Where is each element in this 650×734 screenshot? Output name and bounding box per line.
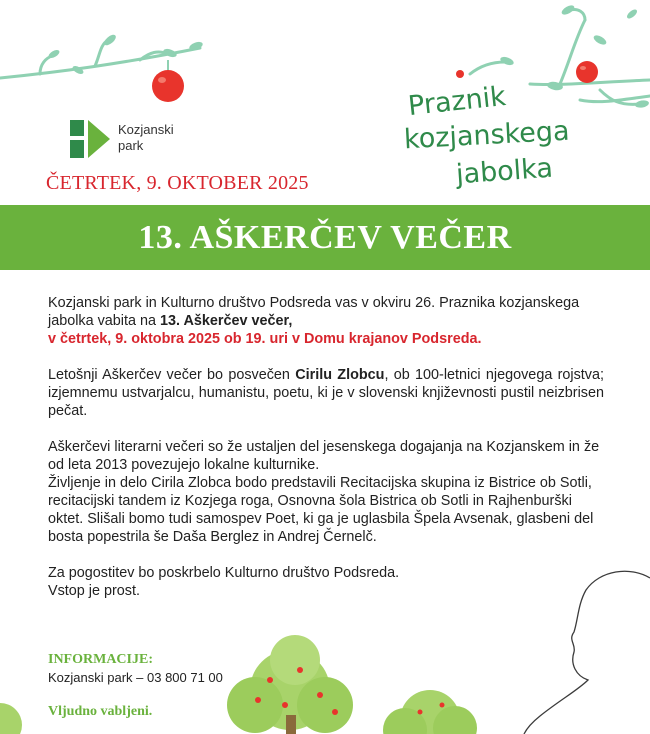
- dedication-paragraph: [48, 366, 604, 420]
- hospitality-paragraph: [48, 564, 604, 600]
- closing-text: Vljudno vabljeni.: [48, 704, 153, 719]
- hospitality-line-1: Za pogostitev bo poskrbelo Kulturno društvo Podsreda.: [48, 565, 400, 581]
- hospitality-line-2: Vstop je prost.: [48, 583, 140, 599]
- info-contact: Kozjanski park – 03 800 71 00: [48, 670, 223, 685]
- apple-top-right-icon: [456, 61, 598, 83]
- dedication-text-1: Letošnji Aškerčev večer bo posvečen: [48, 367, 296, 383]
- kozjanski-park-logo-icon: [70, 120, 110, 158]
- festival-title: [396, 80, 626, 204]
- intro-date-place: v četrtek, 9. oktobra 2025 ob 19. uri v Domu krajanov Podsreda.: [48, 331, 482, 347]
- program-line-2: Življenje in delo Cirila Zlobca bodo predstavili Recitacijska skupina iz Bistrice ob Sotli, recitacijski tandem iz Kozjega roga, Osnovna šola Bistrica ob Sotli in Rajhenburški oktet. Slišali bomo tudi samospev Poet, ki ga je uglasbila Špela Avsenak, glasbeni del bosta popestrila še Daša Berglez in Andrej Černelč.: [48, 475, 594, 545]
- festival-line-3: jabolka: [455, 152, 554, 191]
- title-banner: [0, 205, 650, 270]
- program-line-1: Aškerčevi literarni večeri so že ustaljen del jesenskega dogajanja na Kozjanskem in že od leta 2013 povezujejo lokalne kulturnike.: [48, 439, 600, 473]
- dedication-text-2: , ob 100-letnici njegovega rojstva; izjemnemu ustvarjalcu, humanistu, poetu, ki je v slovenski književnosti pustil neizbrisen pečat.: [48, 367, 604, 419]
- dedication-name: Cirilu Zlobcu: [295, 367, 385, 383]
- festival-line-2: kozjanskega: [403, 115, 571, 156]
- invitation-body: [48, 294, 604, 600]
- info-heading: INFORMACIJE:: [48, 652, 153, 667]
- logo-line-2: park: [118, 138, 144, 153]
- intro-bold: 13. Aškerčev večer,: [160, 313, 293, 329]
- program-paragraph: [48, 438, 604, 546]
- event-date: ČETRTEK, 9. OKTOBER 2025: [46, 172, 309, 194]
- logo-line-1: Kozjanski: [118, 122, 174, 137]
- tree-right-icon: [383, 690, 477, 734]
- intro-text: Kozjanski park in Kulturno društvo Podsreda vas v okviru 26. Praznika kozjanskega jabolka vabita na: [48, 295, 580, 329]
- festival-line-1: Praznik: [406, 80, 508, 123]
- intro-paragraph: [48, 294, 604, 348]
- logo-text: [118, 122, 174, 154]
- apple-top-left-icon: [152, 60, 184, 102]
- banner-title: 13. AŠKERČEV VEČER: [138, 219, 512, 256]
